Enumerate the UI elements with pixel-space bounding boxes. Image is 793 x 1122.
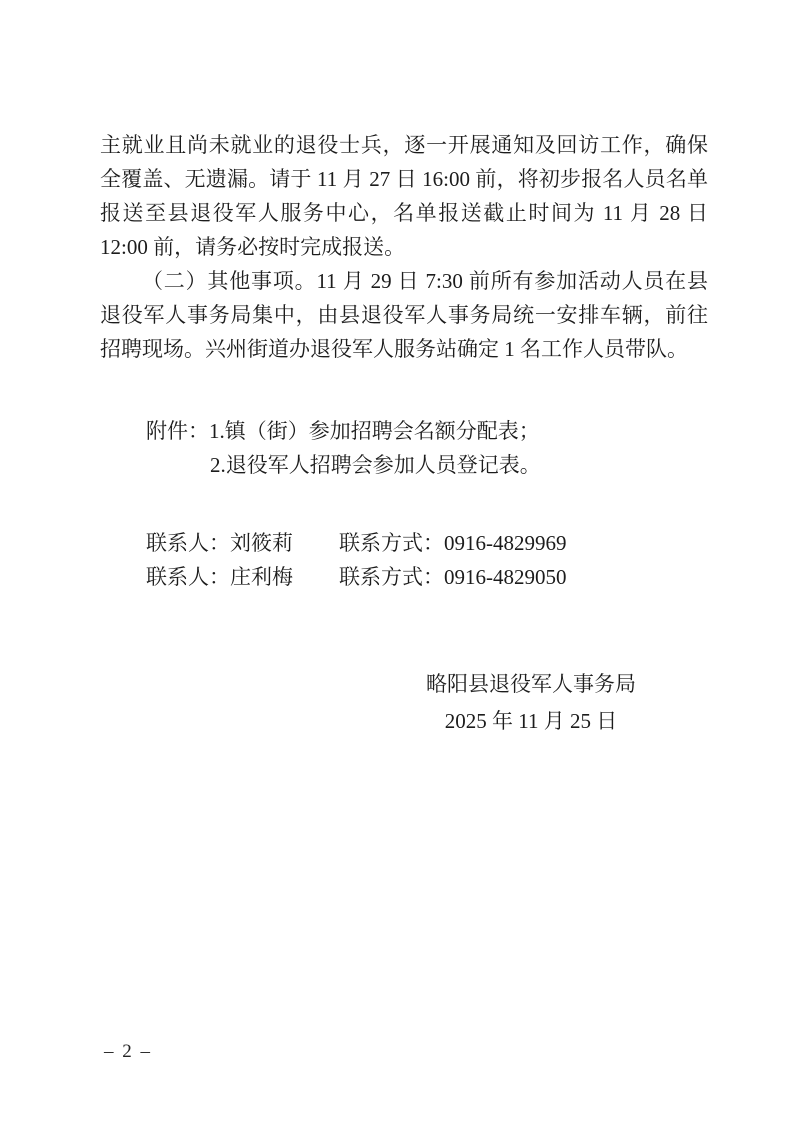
contact-phone: 0916-4829969 [444, 531, 567, 555]
attachment-item-1: 1.镇（街）参加招聘会名额分配表； [209, 419, 540, 443]
contact-row-1 [100, 526, 708, 560]
contact-method-label: 联系方式： [339, 531, 444, 555]
signature-issuer: 略阳县退役军人事务局 [426, 672, 636, 696]
contact-phone: 0916-4829050 [444, 565, 567, 589]
contact-label: 联系人： [146, 565, 230, 589]
attachment-item-2: 2.退役军人招聘会参加人员登记表。 [210, 453, 541, 477]
attachment-line-2 [100, 448, 708, 482]
contact-method-label: 联系方式： [339, 565, 444, 589]
page-number: – 2 – [104, 1041, 152, 1062]
document-body [100, 128, 708, 740]
attachments-label: 附件： [146, 419, 209, 443]
contact-name: 庄利梅 [230, 565, 293, 589]
contacts-block [100, 526, 708, 594]
signature-date: 2025 年 11 月 25 日 [444, 709, 618, 733]
body-paragraph-2: （二）其他事项。11 月 29 日 7:30 前所有参加活动人员在县退役军人事务局集中，由县退役军人事务局统一安排车辆，前往招聘现场。兴州街道办退役军人服务站确定 1 名工作人员带队。 [100, 269, 708, 361]
contact-row-2 [100, 560, 708, 594]
body-paragraph-1: 主就业且尚未就业的退役士兵，逐一开展通知及回访工作，确保全覆盖、无遗漏。请于 11 月 27 日 16:00 前，将初步报名人员名单报送至县退役军人服务中心，名单报送截止时间为 11 月 28 日 12:00 前，请务必按时完成报送。 [100, 133, 708, 259]
signature-block [426, 666, 636, 740]
attachments-block [100, 414, 708, 482]
attachment-line-1 [100, 414, 708, 448]
contact-label: 联系人： [146, 531, 230, 555]
contact-name: 刘筱莉 [230, 531, 293, 555]
